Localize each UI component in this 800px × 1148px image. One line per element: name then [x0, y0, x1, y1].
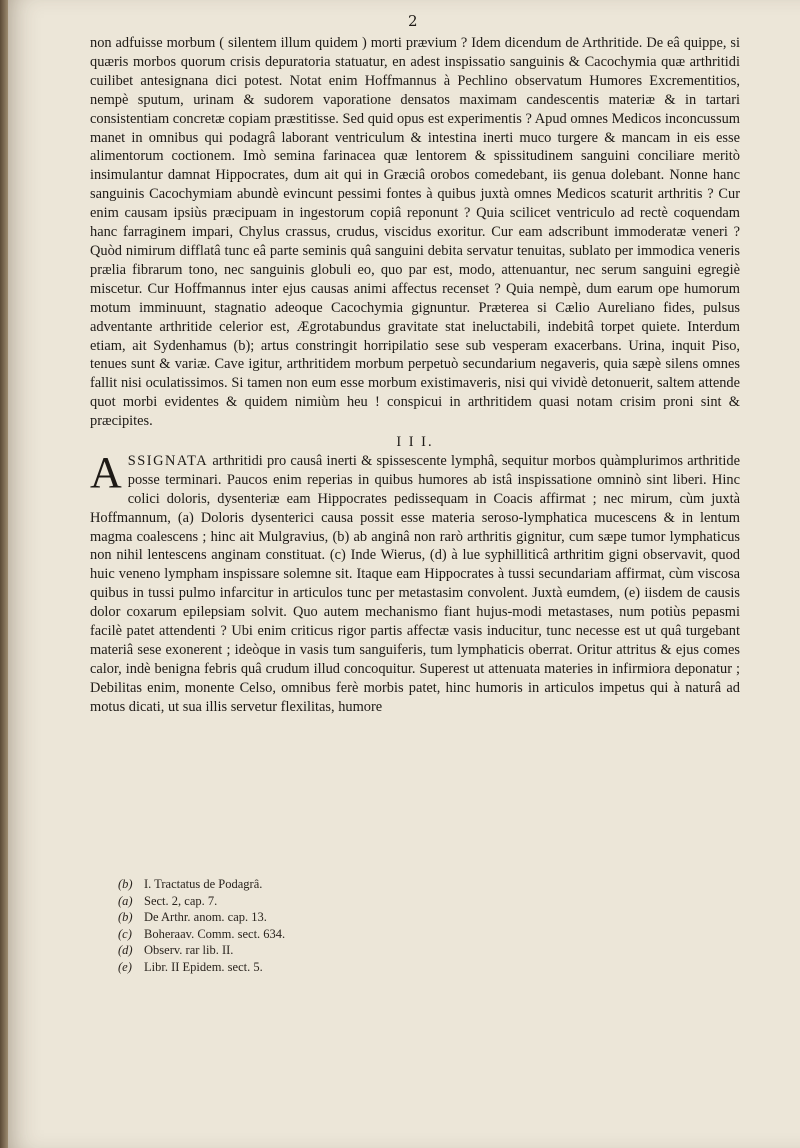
main-text — [90, 34, 740, 717]
footnote-mark: (c) — [118, 926, 132, 941]
footnote-text: De Arthr. anom. cap. 13. — [144, 910, 267, 925]
footnote-mark: (a) — [118, 893, 133, 908]
paragraph-2-body: arthritidi pro causâ inerti & spissescente lymphâ, sequitur morbos quàmplurimos arthritide posse terminari. Paucos enim reperias in quibus humores ab istâ inspissatione omninò sint liberi. Hinc colici doloris, dysenteriæ eam Hippocrates pedissequam in Coacis affirmat ; nec mirum, cùm juxtà Hoffmannum, (a) Doloris dysenterici causa possit esse materia seroso-lymphatica mucescens & in lentum magma coalescens ; hinc ait Mulgravius, (b) ab anginâ non rarò arthritis gignitur, cum sæpe tumor lymphaticus non nihil lentescens anginam constituat. (c) Inde Wierus, (d) à lue syphilliticâ arthritim gigni observavit, quod huic veneno lympham inspissare solemne sit. Itaque eam Hippocrates à tussi secundariam affirmat, cùm viscosa quibus in tussi pulmo infarcitur in articulos tunc per metastasim convolent. Juxtà eumdem, (e) iisdem de causis dolor coxarum epilepsiam solvit. Quo autem mechanismo fiant hujus-modi metastases, num potiùs pepasmi facilè patet attendenti ? Ubi enim criticus rigor partis affectæ vasis inducitur, tunc necesse est ut quâ turgebant materiâ sese exonerent ; ideòque in vasis tum sanguiferis, tum lymphaticis oberrat. Oritur attritus & ejus comes calor, indè benigna febris quâ crudum illud concoquitur. Superest ut attenuata materies in infirmiora deponatur ; Debilitas enim, monente Celso, omnibus ferè morbis patet, hinc humoris in articulos impetus qui à naturâ ad motus dicati, ut sua illis servetur flexilitas, humore — [90, 452, 740, 715]
footnote-text: I. Tractatus de Podagrâ. — [144, 877, 263, 891]
paragraph-2-lead-word: SSIGNATA — [127, 452, 209, 469]
footnote-mark: (b) — [118, 877, 133, 891]
footnote-text: Sect. 2, cap. 7. — [144, 893, 218, 908]
dropcap-letter: A — [90, 447, 122, 497]
book-page — [8, 0, 800, 1148]
footnote — [118, 942, 518, 959]
paragraph-2 — [90, 447, 740, 717]
footnote-text: Boheraav. Comm. sect. 634. — [144, 926, 286, 941]
book-binding-edge — [0, 0, 8, 1148]
section-number: I I I. — [396, 434, 434, 451]
footnote-text: Libr. II Epidem. sect. 5. — [144, 959, 263, 974]
footnotes — [118, 876, 518, 976]
footnote-text: Observ. rar lib. II. — [144, 943, 234, 958]
footnote — [118, 893, 518, 910]
footnote-mark: (d) — [118, 943, 133, 958]
footnote-mark: (e) — [118, 959, 132, 974]
footnote — [118, 909, 518, 926]
footnote — [118, 926, 518, 943]
footnote-mark: (b) — [118, 910, 133, 925]
footnote — [118, 876, 518, 893]
page-number: 2 — [408, 12, 418, 30]
paragraph-1: non adfuisse morbum ( silentem illum quidem ) morti prævium ? Idem dicendum de Arthritide. De eâ quippe, si quæris morbos quorum crisis depuratoria statuatur, en adest inspissatio sanguinis & Cacochymia quæ arthritidi cuilibet antesignana dici potest. Notat enim Hoffmannus à Pechlino observatum Humores Excrementitios, nempè sputum, urinam & sudorem vaporatione densatos maximam candescentis materiæ & in tartari consistentiam concretæ copiam præstitisse. Sed quid opus est experimentis ? Apud omnes Medicos inconcussum manet in omnibus qui podagrâ laborant ventriculum & intestina inerti muco turgere & mancam in eis esse alimentorum coctionem. Imò semina farinacea quæ lentorem & spissitudinem sanguini conciliare meritò insimulantur damnat Hippocrates, dum ait qui in Græciâ orobos comedebant, iis genua dolebant. Nonne hanc sanguinis Cacochymiam abundè evincunt pessimi fontes à quibus juxtà omnes Medicos scaturit arthritis ? Cur enim causam ipsiùs præcipuam in ingestorum copiâ reponunt ? Quia scilicet ventriculo ad rectè coquendam hanc farraginem impari, Chylus crassus, crudus, viscidus exoritur. Cur eam adscribunt immoderatæ veneri ? Quòd nimirum difflatâ tunc eâ parte seminis quâ sanguini debita servatur tenuitas, sublato per immodica veneris prælia fibrarum tono, nec sanguinis globuli eo, quo par est, modo, attenuantur, nec serum sanguini egregiè miscetur. Cur Hoffmannus inter ejus causas animi affectus recenset ? Quia nempè, dum earum ope humorum motum imminuunt, stagnatio adeoque Cacochymia gignuntur. Præterea si Cælio Aureliano fides, pulsus adventante arthritide celerior est, Ægrotabundus gravitate stat ineluctabili, indebitâ torpet quiete. Interdum etiam, ait Sydenhamus (b); artus constringit horripilatio sese sub vesperam exacerbans. Urina, inquit Piso, tenues sunt & variæ. Cave igitur, arthritidem morbum perpetuò secundarium negaveris, quia sæpè silens omnes fallit nisi oculatissimos. Si tamen non eum esse morbum existimaveris, nisi qui vividè detonuerit, saltem attende quot morbi evidentes & quidem nimiùm heu ! conspicui in arthritidem quasi notam crisim proni sint & præcipites. — [90, 35, 740, 430]
footnote — [118, 959, 518, 976]
